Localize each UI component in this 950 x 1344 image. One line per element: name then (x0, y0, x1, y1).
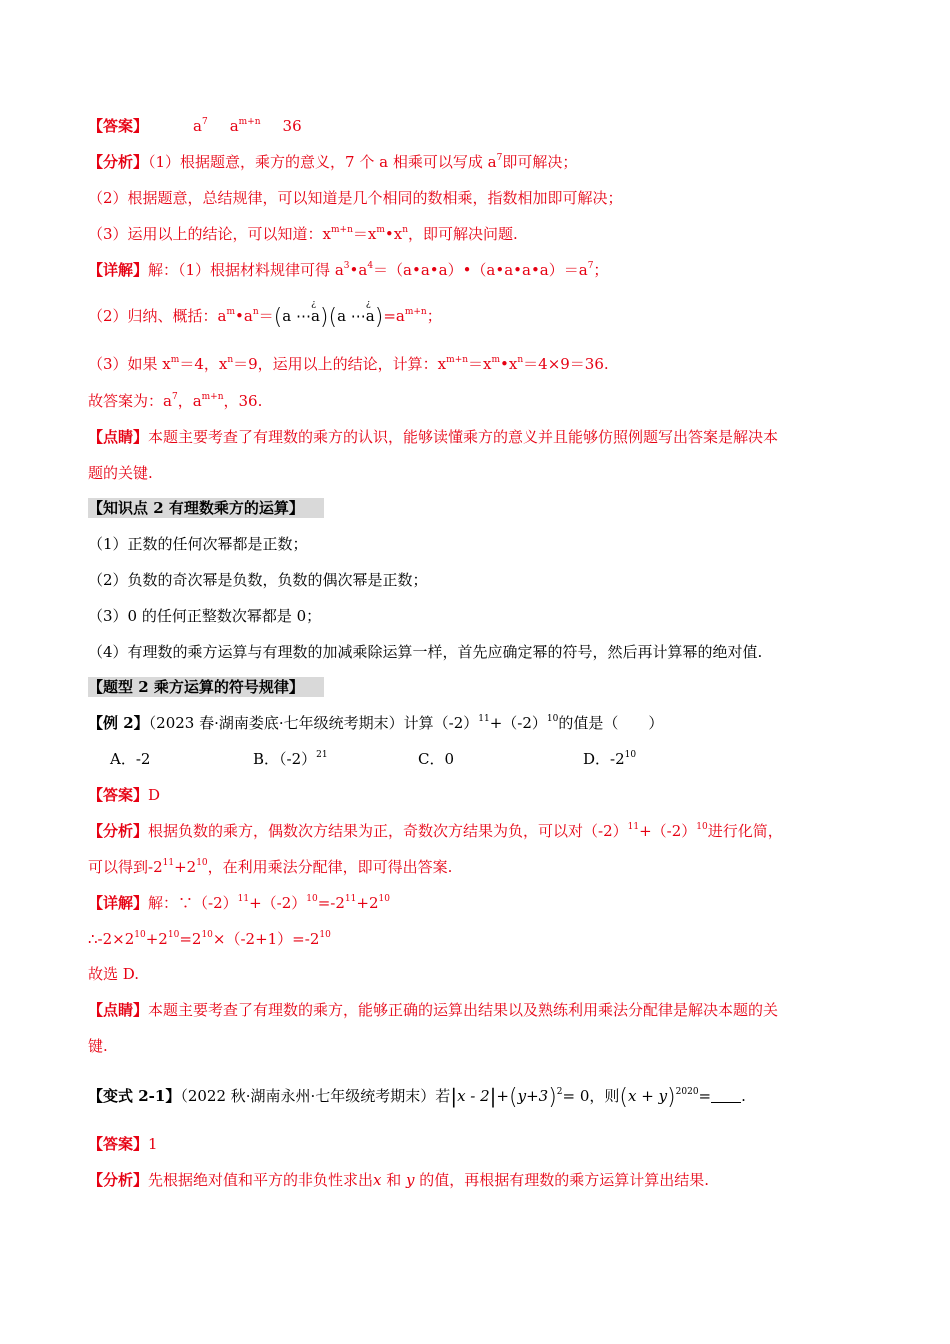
knowledge-item-2: （2）负数的奇次幂是负数，负数的偶次幂是正数； (88, 571, 428, 589)
comment-line-2: 题的关键. (88, 464, 153, 482)
answer-line-2: 【答案】D (88, 786, 161, 804)
analysis-line-1: 【分析】（1）根据题意，乘方的意义，7 个 a 相乘可以写成 $a^7$即可解决； (88, 153, 578, 171)
option-d: D．$-2^{10}$ (583, 750, 637, 768)
detail-line-2: （2）归纳、概括：$a^m•a^n=(a$ ⋯a ¿ )(a ⋯a ¿ )$=a^{m+n}$； (88, 299, 442, 330)
answer-tag: 【答案】 (88, 117, 149, 135)
option-a: A．-2 (110, 750, 151, 768)
analysis2-line-1: 【分析】根据负数的乘方，偶数次方结果为正，奇数次方结果为负，可以对$(-2)^{11}+(-2)^{10}$进行化简， (88, 822, 783, 840)
product-expression: (a ⋯a ¿ )(a ⋯a ¿ ) (273, 299, 384, 330)
analysis-line-3: （3）运用以上的结论，可以知道：$x^{m+n}=x^m•x^n$，即可解决问题. (88, 225, 518, 243)
variant-question: 【变式 2-1】（2022 秋·湖南永州·七年级统考期末）若$|x - 2|+(y+3)^2= 0$，则$(x + y)^{2020}=$ . (88, 1084, 746, 1110)
comment-line-1: 【点睛】本题主要考查了有理数的乘方的认识，能够读懂乘方的意义并且能够仿照例题写出答案是解决本 (88, 428, 779, 446)
comment2-line-2: 键. (88, 1037, 108, 1055)
type-heading: 【题型 2 乘方运算的符号规律】 (88, 678, 304, 696)
answer-line-3: 【答案】1 (88, 1135, 158, 1153)
detail-line-1: 【详解】解：（1）根据材料规律可得 $a^3•a^4=(a•a•a)•(a•a•a•a)=a^7$； (88, 261, 609, 279)
answer-blank (711, 1088, 741, 1103)
detail-line-3: （3）如果 $x^m=4$，$x^n=9$，运用以上的结论，计算：$x^{m+n}=x^m•x^n=4\times 9=36$. (88, 355, 609, 373)
option-c: C．0 (418, 750, 455, 768)
knowledge-item-4: （4）有理数的乘方运算与有理数的加减乘除运算一样，首先应确定幂的符号，然后再计算幂的绝对值. (88, 643, 763, 661)
knowledge-heading: 【知识点 2 有理数乘方的运算】 (88, 499, 304, 517)
detail2-line-3: 故选 D. (88, 965, 140, 983)
detail-line-4: 故答案为：$a^7$，$a^{m+n}$，36. (88, 392, 263, 410)
answer-line-1: 【答案】 $a^7$ $a^{m+n}$ 36 (88, 117, 302, 135)
detail2-line-1: 【详解】解：$\because(-2)^{11}+(-2)^{10}=-2^{11}+2^{10}$ (88, 894, 390, 912)
knowledge-item-3: （3）0 的任何正整数次幂都是 0； (88, 607, 322, 625)
analysis-line-2: （2）根据题意，总结规律，可以知道是几个相同的数相乘，指数相加即可解决； (88, 189, 623, 207)
analysis3-line-1: 【分析】先根据绝对值和平方的非负性求出x 和 y 的值，再根据有理数的乘方运算计算出结果. (88, 1171, 710, 1189)
option-b: B．$(-2)^{21}$ (253, 750, 328, 768)
knowledge-item-1: （1）正数的任何次幂都是正数； (88, 535, 308, 553)
detail2-line-2: $\therefore-2\times 2^{10}+2^{10}=2^{10}\times(-2+1)=-2^{10}$ (88, 930, 331, 948)
analysis2-line-2: 可以得到$-2^{11}+2^{10}$，在利用乘法分配律，即可得出答案. (88, 858, 453, 876)
example-question: 【例 2】（2023 春·湖南娄底·七年级统考期末）计算$(-2)^{11}+(-2)^{10}$的值是（ ） (88, 714, 664, 732)
comment2-line-1: 【点睛】本题主要考查了有理数的乘方，能够正确的运算出结果以及熟练利用乘法分配律是解决本题的关 (88, 1001, 779, 1019)
